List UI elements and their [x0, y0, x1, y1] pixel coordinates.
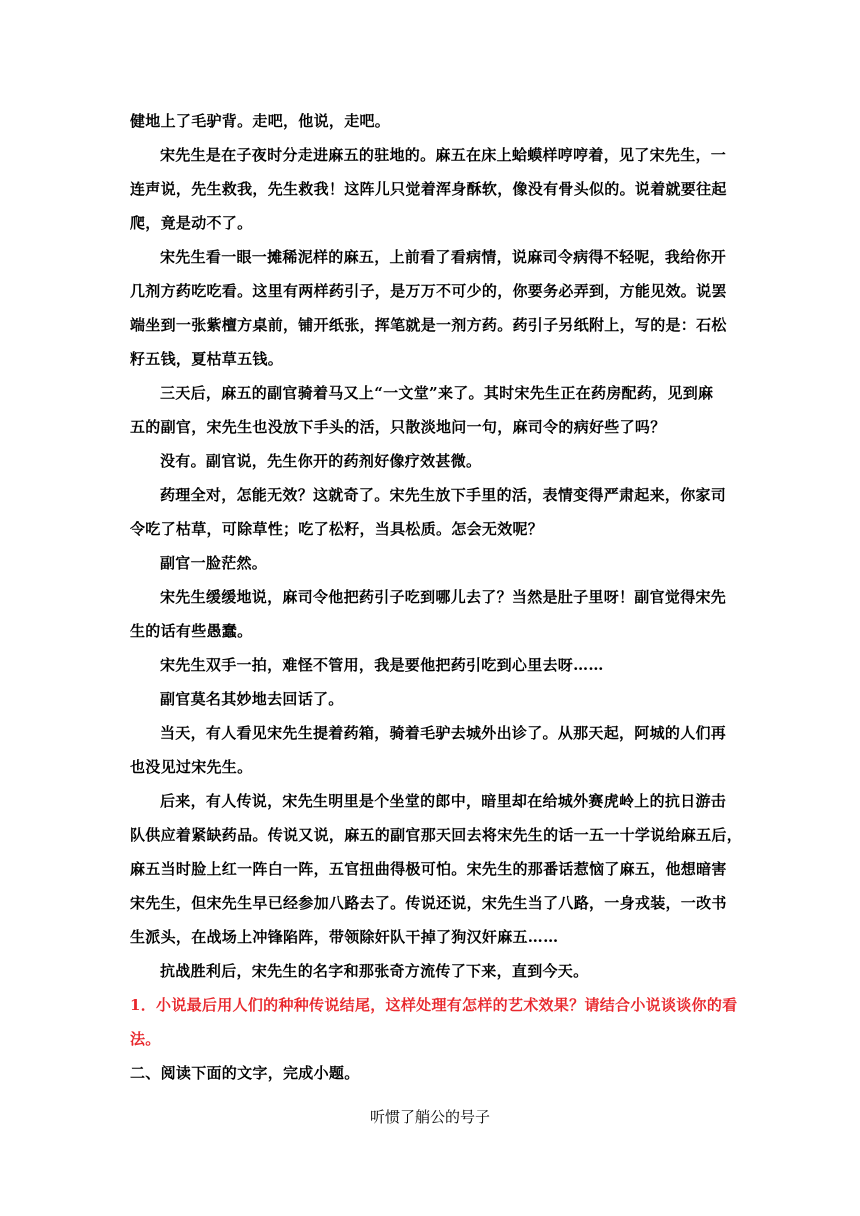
text-line: 队供应着紧缺药品。传说又说，麻五的副官那天回去将宋先生的话一五一十学说给麻五后，: [130, 826, 743, 844]
text-line: 宋先生缓缓地说，麻司令他把药引子吃到哪儿去了？当然是肚子里呀！副官觉得宋先: [160, 588, 727, 606]
text-line: 三天后，麻五的副官骑着马又上“一文堂”来了。其时宋先生正在药房配药，见到麻: [160, 384, 714, 402]
text-line: 当天，有人看见宋先生提着药箱，骑着毛驴去城外出诊了。从那天起，阿城的人们再: [160, 724, 727, 742]
text-line: 麻五当时脸上红一阵白一阵，五官扭曲得极可怕。宋先生的那番话惹恼了麻五，他想暗害: [130, 860, 727, 878]
text-line: 药理全对，怎能无效？这就奇了。宋先生放下手里的活，表情变得严肃起来，你家司: [160, 486, 727, 504]
text-line: 令吃了枯草，可除草性；吃了松籽，当具松质。怎会无效呢？: [130, 520, 544, 538]
question-block: [130, 988, 738, 1056]
text-line: 爬，竟是动不了。: [130, 214, 253, 232]
text-line: 健地上了毛驴背。走吧，他说，走吧。: [130, 112, 391, 130]
text-line: 生派头，在战场上冲锋陷阵，带领除奸队干掉了狗汉奸麻五……: [130, 928, 559, 946]
text-line: 抗战胜利后，宋先生的名字和那张奇方流传了下来，直到今天。: [160, 962, 589, 980]
section-heading: 二、阅读下面的文字，完成小题。: [130, 1064, 360, 1082]
text-line: 端坐到一张紫檀方桌前，铺开纸张，挥笔就是一剂方药。药引子另纸附上，写的是：石松: [130, 316, 727, 334]
next-passage-title: 听惯了艄公的号子: [369, 1108, 490, 1126]
text-line: 副官一脸茫然。: [160, 554, 268, 572]
text-line: 宋先生，但宋先生早已经参加八路去了。传说还说，宋先生当了八路，一身戎装，一改书: [130, 894, 727, 912]
text-line: 几剂方药吃吃看。这里有两样药引子，是万万不可少的，你要务必弄到，方能见效。说罢: [130, 282, 727, 300]
text-line: 籽五钱，夏枯草五钱。: [130, 350, 284, 368]
text-line: 副官莫名其妙地去回话了。: [160, 690, 344, 708]
text-line: 五的副官，宋先生也没放下手头的活，只散淡地问一句，麻司令的病好些了吗？: [130, 418, 666, 436]
text-line: 也没见过宋先生。: [130, 758, 253, 776]
text-line: 没有。副官说，先生你开的药剂好像疗效甚微。: [160, 452, 482, 470]
question-line: 1．小说最后用人们的种种传说结尾，这样处理有怎样的艺术效果？请结合小说谈谈你的看: [130, 996, 738, 1014]
text-line: 连声说，先生救我，先生救我！这阵儿只觉着浑身酥软，像没有骨头似的。说着就要往起: [130, 180, 727, 198]
question-line: 法。: [130, 1030, 161, 1048]
document-page: [130, 104, 743, 1134]
text-line: 宋先生双手一拍，难怪不管用，我是要他把药引吃到心里去呀……: [160, 656, 604, 674]
text-line: 宋先生看一眼一摊稀泥样的麻五，上前看了看病情，说麻司令病得不轻呢，我给你开: [160, 248, 727, 266]
story-body: [130, 104, 743, 988]
text-line: 后来，有人传说，宋先生明里是个坐堂的郎中，暗里却在给城外赛虎岭上的抗日游击: [160, 792, 727, 810]
text-line: 宋先生是在子夜时分走进麻五的驻地的。麻五在床上蛤蟆样哼哼着，见了宋先生，一: [160, 146, 727, 164]
text-line: 生的话有些愚蠢。: [130, 622, 253, 640]
